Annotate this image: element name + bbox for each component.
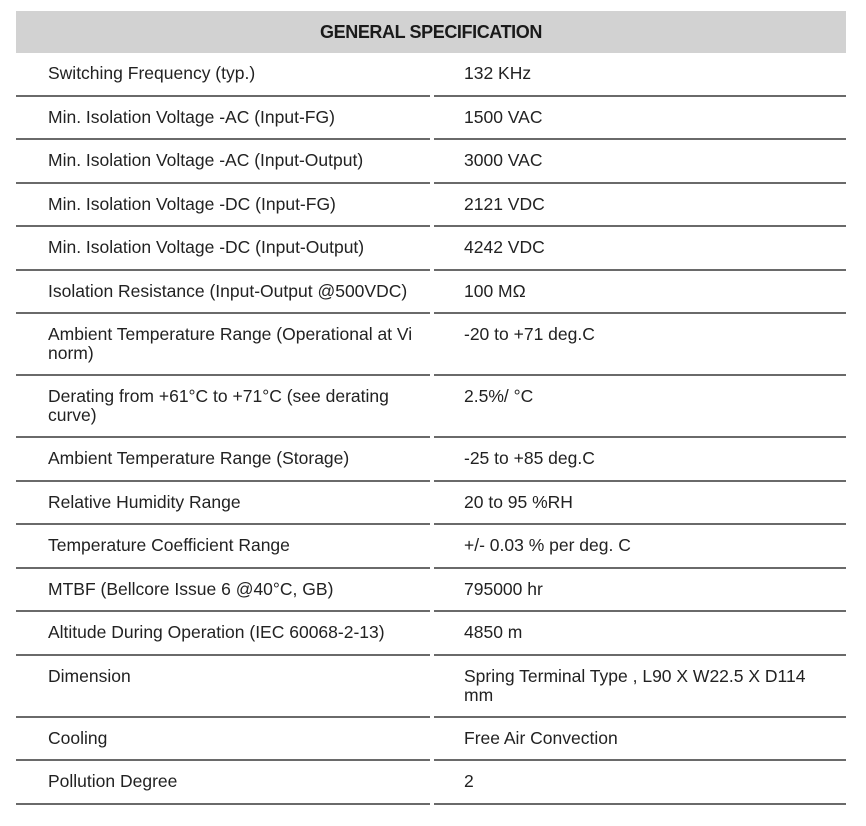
spec-label: Isolation Resistance (Input-Output @500VDC) — [16, 271, 430, 315]
table-row — [16, 227, 846, 271]
spec-label: Relative Humidity Range — [16, 482, 430, 526]
table-row — [16, 271, 846, 315]
general-specification-table — [16, 11, 846, 805]
spec-label: Pollution Degree — [16, 761, 430, 805]
table-row — [16, 314, 846, 376]
spec-label: Switching Frequency (typ.) — [16, 53, 430, 97]
spec-value: 1500 VAC — [434, 97, 846, 141]
table-title: GENERAL SPECIFICATION — [16, 11, 846, 53]
table-row — [16, 97, 846, 141]
spec-value: 795000 hr — [434, 569, 846, 613]
spec-label: Min. Isolation Voltage -DC (Input-FG) — [16, 184, 430, 228]
spec-value: 132 KHz — [434, 53, 846, 97]
spec-value: 2 — [434, 761, 846, 805]
spec-value: 4242 VDC — [434, 227, 846, 271]
table-row — [16, 569, 846, 613]
spec-label: Min. Isolation Voltage -AC (Input-FG) — [16, 97, 430, 141]
spec-value: -25 to +85 deg.C — [434, 438, 846, 482]
spec-label: Ambient Temperature Range (Storage) — [16, 438, 430, 482]
table-row — [16, 438, 846, 482]
spec-value: -20 to +71 deg.C — [434, 314, 846, 376]
spec-label: MTBF (Bellcore Issue 6 @40°C, GB) — [16, 569, 430, 613]
spec-value: +/- 0.03 % per deg. C — [434, 525, 846, 569]
spec-value: 3000 VAC — [434, 140, 846, 184]
spec-value: 100 MΩ — [434, 271, 846, 315]
spec-label: Dimension — [16, 656, 430, 718]
spec-value: 4850 m — [434, 612, 846, 656]
table-row — [16, 140, 846, 184]
table-row — [16, 718, 846, 762]
spec-value: Free Air Convection — [434, 718, 846, 762]
spec-label: Temperature Coefficient Range — [16, 525, 430, 569]
table-row — [16, 525, 846, 569]
spec-value: 2121 VDC — [434, 184, 846, 228]
spec-label: Altitude During Operation (IEC 60068-2-13) — [16, 612, 430, 656]
spec-value: Spring Terminal Type , L90 X W22.5 X D114 mm — [434, 656, 846, 718]
spec-value: 20 to 95 %RH — [434, 482, 846, 526]
spec-value: 2.5%/ °C — [434, 376, 846, 438]
spec-label: Ambient Temperature Range (Operational at Vi norm) — [16, 314, 430, 376]
table-row — [16, 376, 846, 438]
table-row — [16, 53, 846, 97]
spec-label: Min. Isolation Voltage -AC (Input-Output) — [16, 140, 430, 184]
table-row — [16, 482, 846, 526]
table-row — [16, 761, 846, 805]
spec-label: Min. Isolation Voltage -DC (Input-Output) — [16, 227, 430, 271]
spec-label: Cooling — [16, 718, 430, 762]
table-row — [16, 612, 846, 656]
table-row — [16, 184, 846, 228]
table-row — [16, 656, 846, 718]
spec-label: Derating from +61°C to +71°C (see derating curve) — [16, 376, 430, 438]
